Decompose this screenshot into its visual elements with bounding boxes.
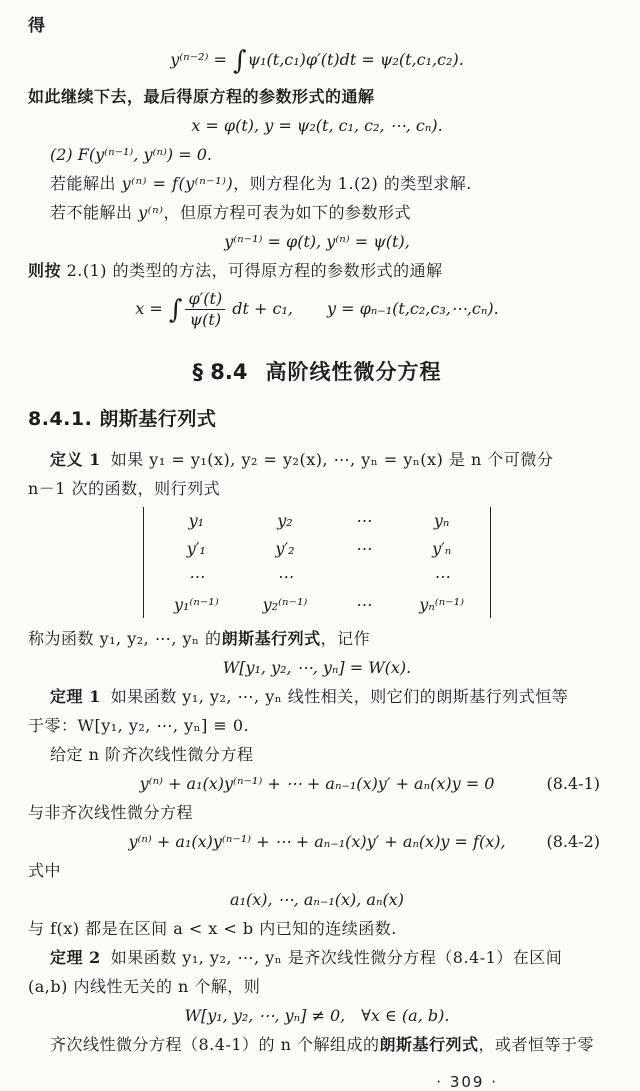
det-cell: ⋯	[188, 567, 205, 586]
para-continue: 如此继续下去，最后得原方程的参数形式的通解	[28, 87, 375, 106]
equation-number: (8.4-2)	[546, 832, 600, 851]
para-called-wronskian: 称为函数 y₁, y₂, ⋯, yₙ 的朗斯基行列式，记作	[28, 629, 371, 648]
subsection-heading: 8.4.1. 朗斯基行列式	[28, 408, 217, 430]
section-heading	[28, 356, 606, 386]
formula-general-solution-1: x = φ(t), y = ψ₂(t, c₁, c₂, ⋯, cₙ).	[191, 116, 443, 135]
det-cell: ⋯	[355, 539, 372, 558]
formula-coefficients: a₁(x), ⋯, aₙ₋₁(x), aₙ(x)	[230, 890, 404, 909]
para-final: 齐次线性微分方程（8.4-1）的 n 个解组成的朗斯基行列式，或者恒等于零	[50, 1035, 595, 1054]
definition-1: 定义 1 如果 y₁ = y₁(x), y₂ = y₂(x), ⋯, yₙ = yₙ(x) 是 n 个可微分	[50, 450, 554, 469]
para-case-2: (2) F(y⁽ⁿ⁻¹⁾, y⁽ⁿ⁾) = 0.	[50, 145, 212, 164]
det-cell: y₂	[277, 511, 293, 530]
equation-number: (8.4-1)	[546, 774, 600, 793]
det-cell: y₁	[188, 511, 205, 530]
para-where: 式中	[28, 861, 62, 880]
theorem-1-cont: 于零：W[y₁, y₂, ⋯, yₙ] ≡ 0.	[28, 716, 250, 735]
equation-841: y⁽ⁿ⁾ + a₁(x)y⁽ⁿ⁻¹⁾ + ⋯ + aₙ₋₁(x)y′ + aₙ(x)y = 0 (8.4-1)	[28, 771, 606, 796]
section-number: § 8.4	[192, 360, 248, 384]
det-cell: yₙ⁽ⁿ⁻¹⁾	[419, 595, 465, 614]
theorem-1: 定理 1 如果函数 y₁, y₂, ⋯, yₙ 线性相关，则它们的朗斯基行列式恒等	[50, 687, 569, 706]
det-cell: y₂⁽ⁿ⁻¹⁾	[262, 595, 308, 614]
equation-842: y⁽ⁿ⁾ + a₁(x)y⁽ⁿ⁻¹⁾ + ⋯ + aₙ₋₁(x)y′ + aₙ(x)y = f(x), (8.4-2)	[28, 829, 606, 854]
det-cell: y₁⁽ⁿ⁻¹⁾	[173, 595, 219, 614]
formula-y-n-2: y⁽ⁿ⁻²⁾ = ∫ψ₁(t,c₁)φ′(t)dt = ψ₂(t,c₁,c₂).	[170, 46, 464, 76]
lead-char: 得	[28, 16, 46, 36]
det-cell: y′ₙ	[432, 539, 452, 558]
para-solvable: 若能解出 y⁽ⁿ⁾ = f(y⁽ⁿ⁻¹⁾)，则方程化为 1.(2) 的类型求解.	[50, 174, 472, 193]
determinant-right-bar	[490, 507, 491, 618]
para-given-equation: 给定 n 阶齐次线性微分方程	[50, 745, 254, 764]
wronskian-determinant	[28, 507, 606, 618]
det-cell: ⋯	[355, 595, 372, 614]
fraction	[185, 289, 225, 330]
para-nonhomogeneous: 与非齐次线性微分方程	[28, 803, 194, 822]
formula-parametric-form: y⁽ⁿ⁻¹⁾ = φ(t), y⁽ⁿ⁾ = ψ(t),	[224, 232, 410, 251]
formula-x-integral: x = ∫ $\frac{\varphi'(t)}{\psi(t)}$ dt + c₁, y = φₙ₋₁(t,c₂,c₃,⋯,cₙ).	[135, 289, 499, 329]
det-cell	[351, 567, 375, 586]
det-cell: yₙ	[433, 511, 450, 530]
integral-sign: ∫	[168, 295, 183, 325]
det-cell: y′₂	[275, 539, 295, 558]
theorem-2-label: 定理 2	[50, 948, 101, 967]
theorem-2: 定理 2 如果函数 y₁, y₂, ⋯, yₙ 是齐次线性微分方程（8.4-1）在区间	[50, 948, 563, 967]
det-cell: ⋯	[355, 511, 372, 530]
theorem-1-label: 定理 1	[50, 687, 101, 706]
fraction-numerator: φ′(t)	[185, 289, 225, 310]
para-by-type: 则按 2.(1) 的类型的方法，可得原方程的参数形式的通解	[28, 261, 443, 280]
fraction-denominator: ψ(t)	[189, 310, 222, 329]
det-cell: ⋯	[433, 567, 450, 586]
det-cell: ⋯	[276, 567, 293, 586]
formula-w-notation: W[y₁, y₂, ⋯, yₙ] = W(x).	[222, 658, 412, 677]
definition-1-label: 定义 1	[50, 450, 101, 469]
para-continuous-functions: 与 f(x) 都是在区间 a < x < b 内已知的连续函数.	[28, 919, 397, 938]
theorem-2-cont: (a,b) 内线性无关的 n 个解，则	[28, 977, 261, 996]
integral-sign: ∫	[233, 46, 247, 76]
para-not-solvable: 若不能解出 y⁽ⁿ⁾，但原方程可表为如下的参数形式	[50, 203, 411, 222]
section-title: 高阶线性微分方程	[265, 360, 442, 384]
det-cell: y′₁	[186, 539, 206, 558]
definition-1-cont: n－1 次的函数，则行列式	[28, 479, 221, 498]
page-number: · 309 ·	[436, 1073, 498, 1091]
formula-w-nonzero: W[y₁, y₂, ⋯, yₙ] ≠ 0, ∀x ∈ (a, b).	[184, 1006, 450, 1025]
